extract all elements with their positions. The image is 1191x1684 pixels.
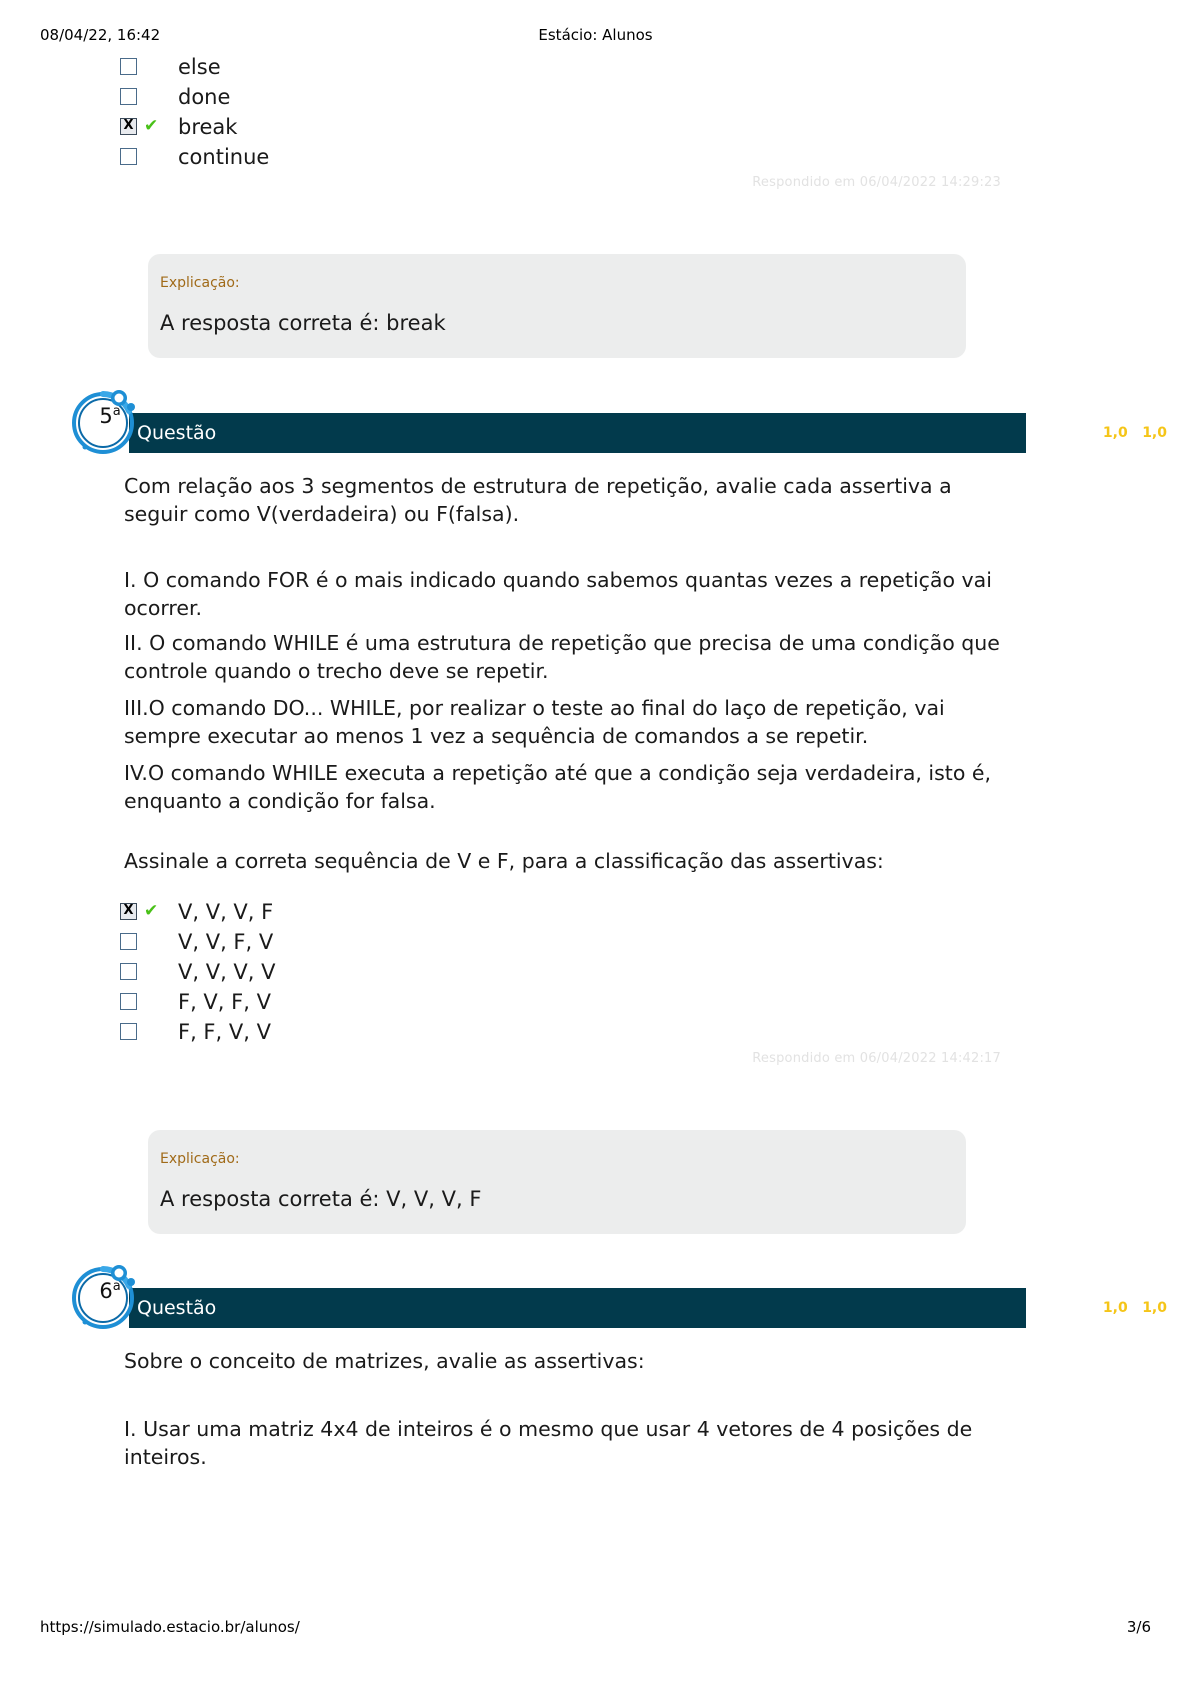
alternative-label: break — [178, 115, 238, 139]
header-date: 08/04/22, 16:42 — [40, 26, 161, 44]
question6-paragraph: I. Usar uma matriz 4x4 de inteiros é o mesmo que usar 4 vetores de 4 posições de inteiros. — [124, 1417, 973, 1469]
question-score — [1048, 1288, 1167, 1328]
alternative-row[interactable] — [0, 927, 1000, 957]
score-total: 1,0 — [1142, 425, 1167, 441]
checkbox-unchecked[interactable] — [120, 993, 137, 1010]
page-header — [0, 26, 1191, 46]
footer-page-number: 3/6 — [1126, 1618, 1151, 1636]
explanation-text: A resposta correta é: V, V, V, F — [160, 1187, 482, 1211]
footer-url: https://simulado.estacio.br/alunos/ — [40, 1618, 300, 1636]
score-label: Acerto: — [1047, 1300, 1099, 1316]
checkbox-unchecked[interactable] — [120, 1023, 137, 1040]
question-number-suffix: a — [112, 404, 121, 419]
alternative-label: F, V, F, V — [178, 990, 271, 1014]
question-number-value: 5 — [99, 404, 113, 428]
alternative-row[interactable] — [0, 957, 1000, 987]
page-footer — [0, 1618, 1191, 1638]
question-number-suffix: a — [112, 1279, 121, 1294]
question-header-bar — [129, 1288, 1026, 1328]
alternative-label: else — [178, 55, 221, 79]
alternative-label: V, V, V, F — [178, 900, 274, 924]
explanation-title: Explicação: — [160, 275, 240, 291]
alternative-row[interactable] — [0, 142, 1000, 172]
question6-header — [0, 1279, 1191, 1328]
question6-paragraph: Sobre o conceito de matrizes, avalie as assertivas: — [124, 1349, 645, 1373]
correct-check-icon: ✔ — [144, 901, 159, 921]
question-number-badge — [72, 1260, 144, 1332]
question-number — [79, 399, 141, 433]
alternative-label: V, V, F, V — [178, 930, 274, 954]
alternative-row[interactable] — [0, 112, 1000, 142]
explanation-box — [148, 1130, 966, 1234]
score-total: 1,0 — [1142, 1300, 1167, 1316]
checkbox-unchecked[interactable] — [120, 933, 137, 950]
question4-alternatives — [0, 52, 1000, 172]
alternative-row[interactable] — [0, 1017, 1000, 1047]
question-label: Questão — [137, 422, 217, 444]
alternative-row[interactable] — [0, 52, 1000, 82]
question-number — [79, 1274, 141, 1308]
explanation-box — [148, 254, 966, 358]
question-number-value: 6 — [99, 1279, 113, 1303]
checkbox-unchecked[interactable] — [120, 58, 137, 75]
question-header-bar — [129, 413, 1026, 453]
alternative-row[interactable] — [0, 897, 1000, 927]
alternative-label: V, V, V, V — [178, 960, 276, 984]
checkbox-unchecked[interactable] — [120, 963, 137, 980]
alternative-row[interactable] — [0, 82, 1000, 112]
checkbox-unchecked[interactable] — [120, 88, 137, 105]
question5-paragraph: IV.O comando WHILE executa a repetição até que a condição seja verdadeira, isto é, enquanto a condição for falsa. — [124, 761, 992, 813]
score-separator: / — [1132, 425, 1138, 441]
checkbox-unchecked[interactable] — [120, 148, 137, 165]
score-separator: / — [1132, 1300, 1138, 1316]
score-value: 1,0 — [1102, 1300, 1128, 1316]
question-score — [1048, 413, 1167, 453]
question-number-badge — [72, 385, 144, 457]
question5-paragraph: Assinale a correta sequência de V e F, para a classificação das assertivas: — [124, 849, 884, 873]
question5-paragraph: Com relação aos 3 segmentos de estrutura de repetição, avalie cada assertiva a seguir como V(verdadeira) ou F(falsa). — [124, 474, 952, 526]
question5-paragraph: III.O comando DO... WHILE, por realizar o teste ao final do laço de repetição, vai sempre executar ao menos 1 vez a sequência de comandos a se repetir. — [124, 696, 945, 748]
score-label: Acerto: — [1047, 425, 1099, 441]
answered-timestamp: Respondido em 06/04/2022 14:42:17 — [752, 1051, 1001, 1066]
answered-timestamp: Respondido em 06/04/2022 14:29:23 — [752, 175, 1001, 190]
question5-paragraph: II. O comando WHILE é uma estrutura de repetição que precisa de uma condição que controle quando o trecho deve se repetir. — [124, 631, 1000, 683]
question-label: Questão — [137, 1297, 217, 1319]
checkbox-checked[interactable] — [120, 903, 137, 920]
explanation-title: Explicação: — [160, 1151, 240, 1167]
explanation-text: A resposta correta é: break — [160, 311, 446, 335]
checkbox-checked[interactable] — [120, 118, 137, 135]
score-value: 1,0 — [1102, 425, 1128, 441]
question5-header — [0, 404, 1191, 453]
alternative-label: done — [178, 85, 231, 109]
alternative-row[interactable] — [0, 987, 1000, 1017]
question5-paragraph: I. O comando FOR é o mais indicado quando sabemos quantas vezes a repetição vai ocorrer. — [124, 568, 992, 620]
alternative-label: continue — [178, 145, 270, 169]
correct-check-icon: ✔ — [144, 116, 159, 136]
header-title: Estácio: Alunos — [538, 26, 653, 44]
question5-alternatives — [0, 897, 1000, 1047]
alternative-label: F, F, V, V — [178, 1020, 271, 1044]
